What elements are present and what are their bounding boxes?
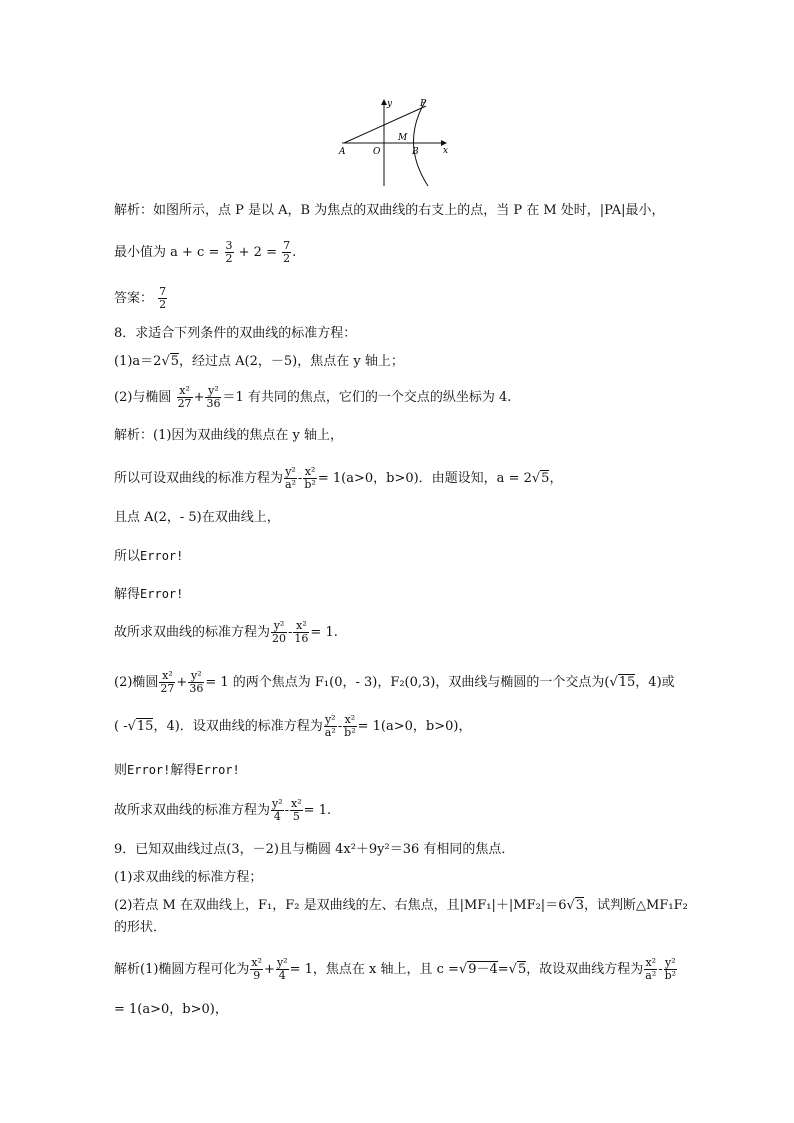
solution-8-line-5: 解得Error! (114, 587, 184, 602)
solution-8-line-1: 解析：(1)因为双曲线的焦点在 y 轴上， (114, 428, 344, 443)
solution-8-line-6: 故所求双曲线的标准方程为 $\frac{\text{y²}}{20}$ - $\frac{\text{x²}}{16}$ = 1. (114, 619, 338, 645)
solution-8-line-3: 且点 A(2，- 5)在双曲线上， (114, 510, 280, 525)
solution-8-line-8: ( -√15，4)．设双曲线的标准方程为 $\frac{\text{y²}}{\text{a²}}$ - $\frac{\text{x²}}{\text{b²}}$ = 1(a>0，b>0)， (114, 713, 472, 739)
problem-9-part-1: (1)求双曲线的标准方程； (114, 870, 263, 885)
problem-9-part-2: (2)若点 M 在双曲线上，F₁，F₂ 是双曲线的左、右焦点，且|MF₁|＋|MF₂|＝6√3，试判断△MF₁F₂ (114, 898, 688, 913)
solution-8-line-10: 故所求双曲线的标准方程为 $\frac{\text{y²}}{4}$ - $\frac{\text{x²}}{5}$ = 1. (114, 797, 332, 823)
solution-8-line-4: 所以Error! (114, 549, 184, 564)
problem-9-title: 9．已知双曲线过点(3，－2)且与椭圆 4x²＋9y²＝36 有相同的焦点． (114, 842, 515, 857)
solution-8-line-7: (2)椭圆 $\frac{\text{x²}}{27}$ + $\frac{\text{y²}}{36}$ = 1 的两个焦点为 F₁(0，- 3)，F₂(0,3)，双曲线与椭圆的一个交点为(√15，4)或 (114, 669, 675, 695)
problem-8-part-1: (1)a＝2√5，经过点 A(2，－5)，焦点在 y 轴上； (114, 354, 404, 369)
problem-9-part-2-cont: 的形状． (114, 920, 167, 935)
analysis-line-1: 解析：如图所示，点 P 是以 A，B 为焦点的双曲线的右支上的点，当 P 在 M 处时，|PA|最小， (114, 203, 665, 218)
problem-8-part-2: (2)与椭圆 $\frac{\text{x²}}{27}$ + $\frac{\text{y²}}{36}$ ＝1 有共同的焦点，它们的一个交点的纵坐标为 4. (114, 384, 512, 410)
solution-8-line-2: 所以可设双曲线的标准方程为 $\frac{\text{y²}}{\text{a²}}$ - $\frac{\text{x²}}{\text{b²}}$ = 1(a>0，b>0)．由题设知，a = 2√5， (114, 465, 563, 491)
solution-8-line-9: 则Error!解得Error! (114, 763, 240, 778)
solution-9-line-1: 解析(1)椭圆方程可化为 $\frac{\text{x²}}{9}$ + $\frac{\text{y²}}{4}$ = 1，焦点在 x 轴上，且 c =√9－4=√5，故设双曲线方程为 $\frac{\text{x²}}{\text{a²}}$ - $\frac{\text{y²}}{\text{b²}}$ (114, 956, 677, 982)
label-P: P (420, 99, 427, 109)
solution-9-line-2: = 1(a>0，b>0)， (114, 1002, 228, 1017)
problem-8-title: 8．求适合下列条件的双曲线的标准方程： (114, 326, 357, 341)
label-x: x (443, 146, 449, 156)
label-O: O (373, 147, 381, 157)
hyperbola-figure (340, 96, 452, 188)
label-y: y (387, 99, 393, 109)
label-B: B (412, 147, 419, 157)
answer-line: 答案： $\frac{7}{2}$ (114, 285, 167, 311)
hyperbola-diagram (340, 96, 452, 188)
analysis-line-2: 最小值为 a + c = $\frac{3}{2}$ + 2 = $\frac{7}{2}$ . (114, 239, 297, 265)
label-A: A (339, 147, 346, 157)
label-M: M (398, 133, 408, 143)
